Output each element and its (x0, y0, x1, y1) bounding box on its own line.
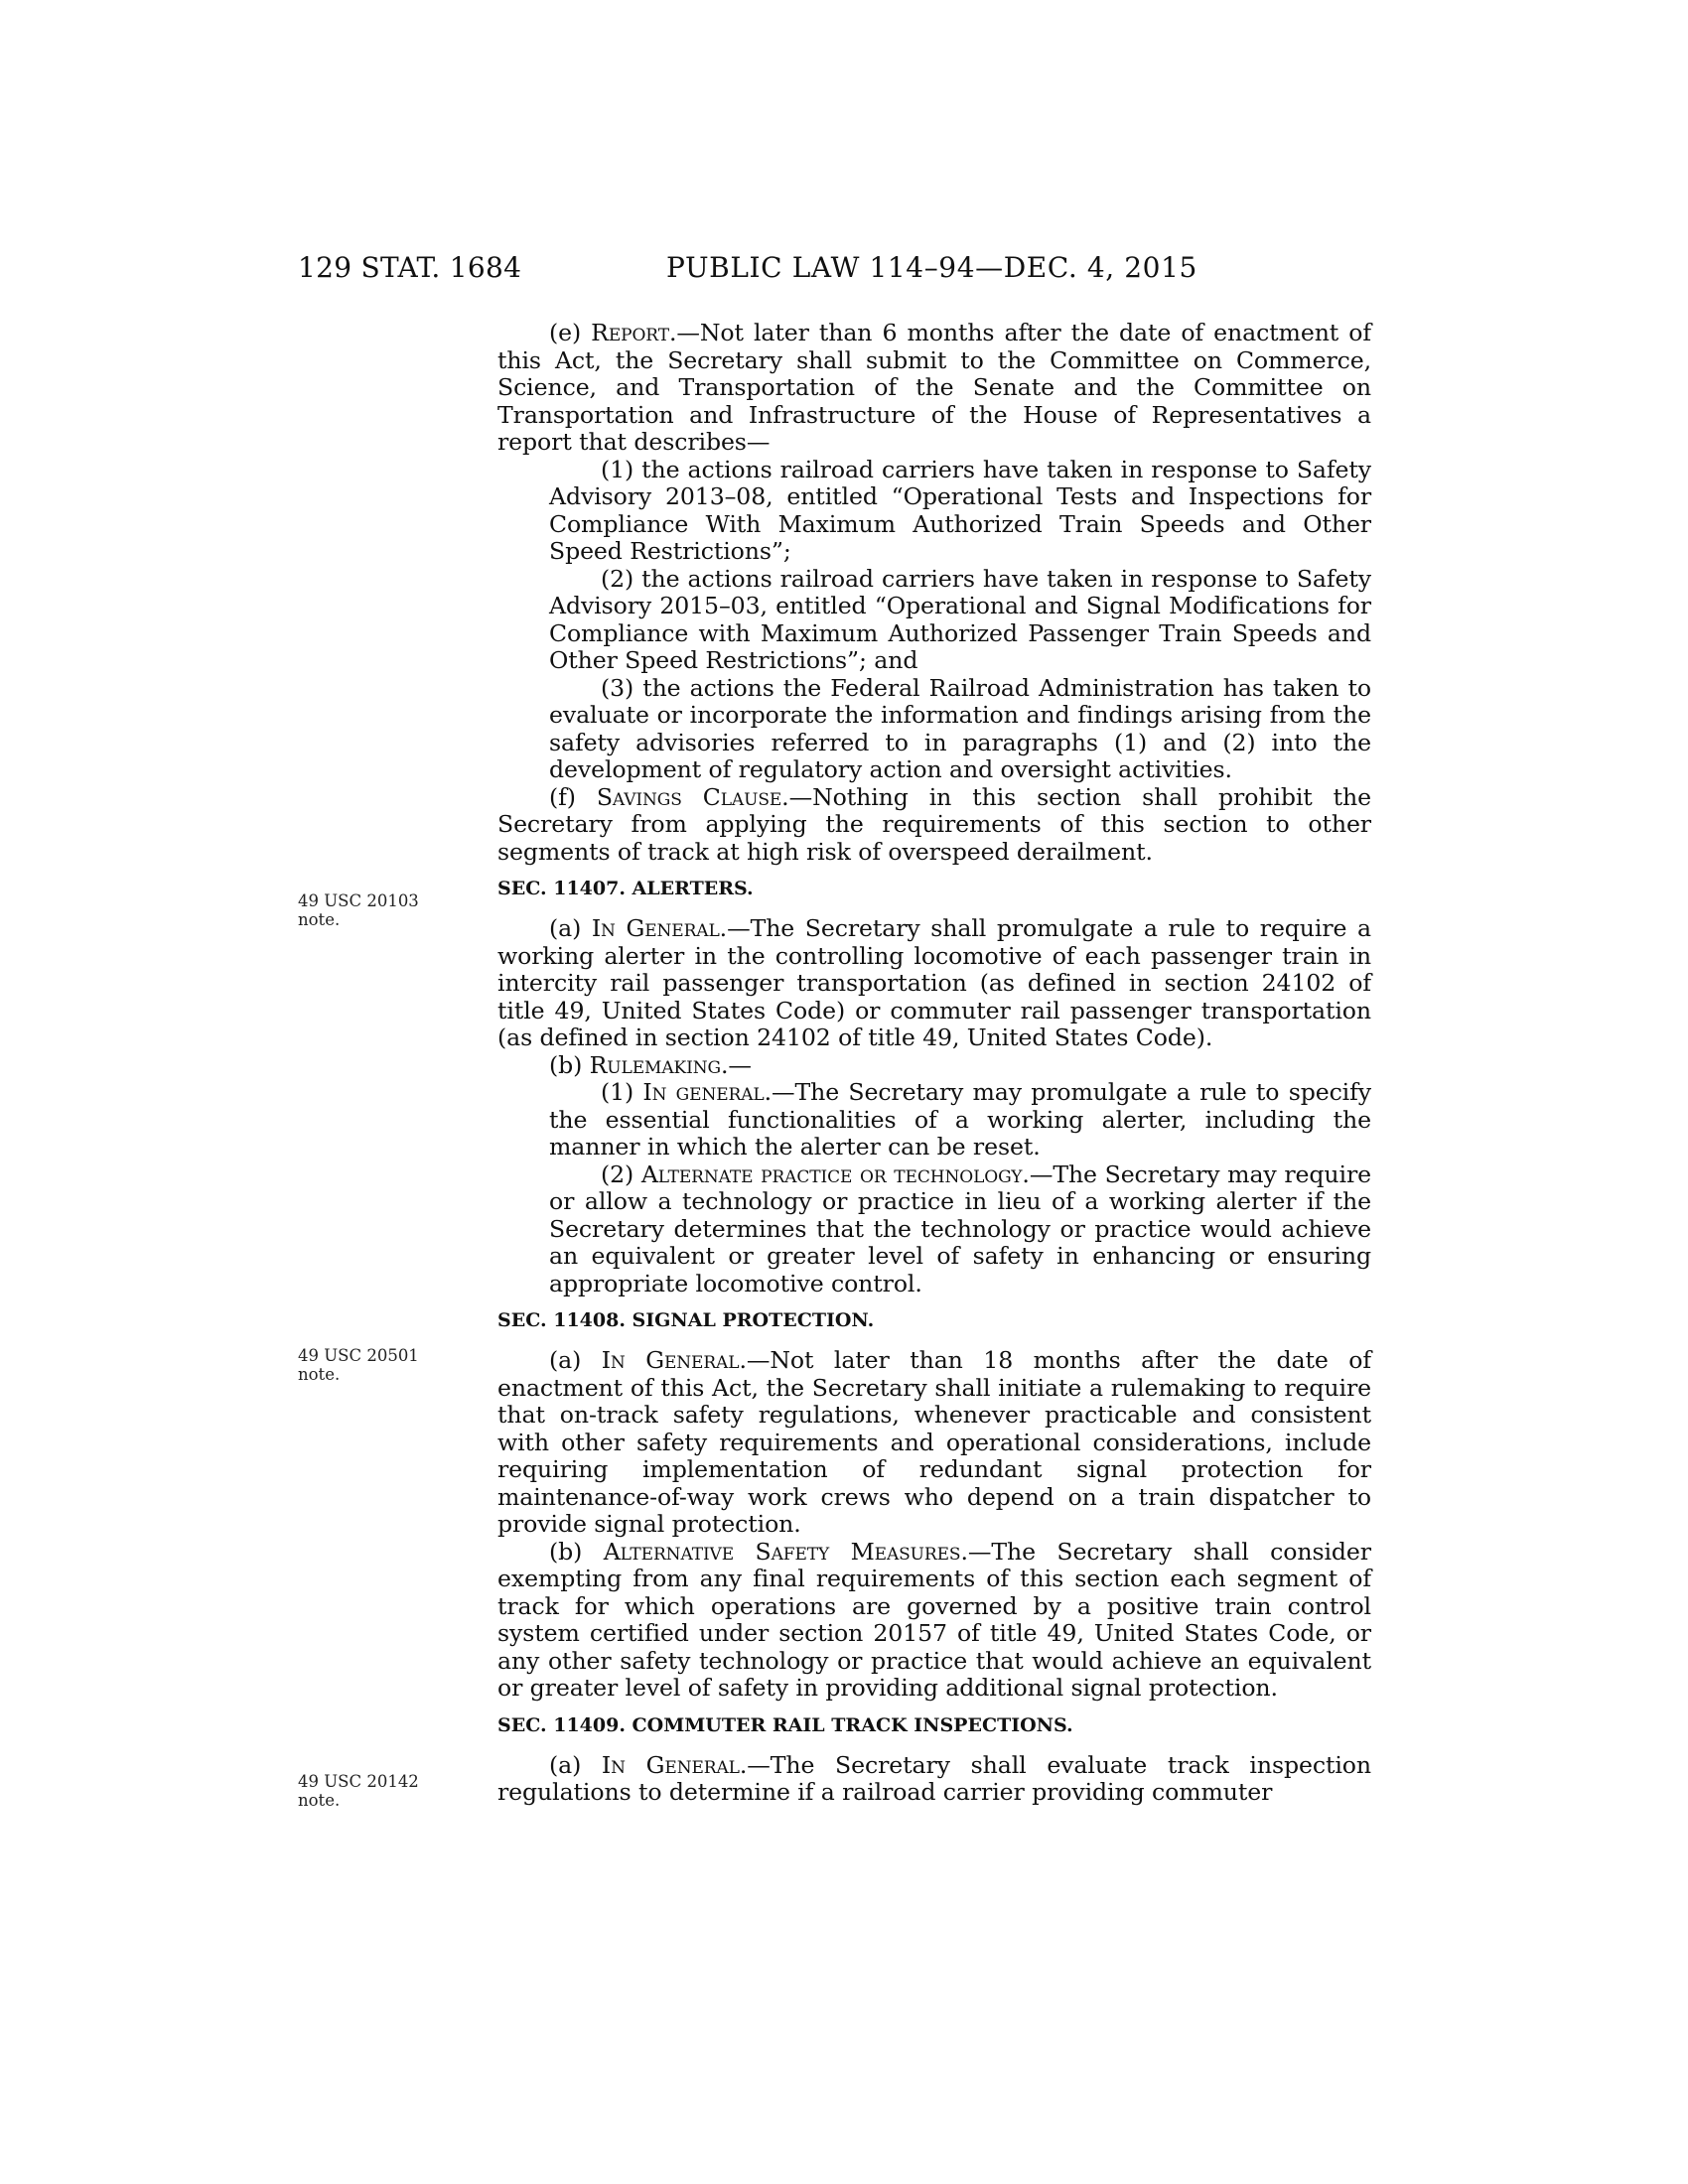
margin-note-citation: 49 USC 20103 (298, 891, 419, 910)
margin-note-suffix: note. (298, 1365, 341, 1384)
section-11407-b2: (2) Alternate practice or technology.—The Secretary may require or allow a technology or practice in lieu of a working alerter if the Secretary determines that the technology or practice would achieve an equivalent or greater level of safety in enhancing or ensuring appropriate locomotive control. (549, 1160, 1371, 1297)
paragraph-e3: (3) the actions the Federal Railroad Administration has taken to evaluate or incorporate the information and findings arising from the safety advisories referred to in paragraphs (1) and (2) into the development of regulatory action and oversight activities. (549, 673, 1371, 783)
section-11407-b: (b) Rulemaking.— (549, 1050, 752, 1079)
statute-body (497, 320, 1371, 1807)
section-11409-a: (a) In General.—The Secretary shall evaluate track inspection regulations to determine if a railroad carrier providing commuter (497, 1750, 1371, 1806)
margin-note-usc-20142 (298, 1772, 447, 1810)
subsection-f-savings-clause: (f) Savings Clause.—Nothing in this section shall prohibit the Secretary from applying the requirements of this section to other segments of track at high risk of overspeed derailment. (497, 782, 1371, 866)
section-11407-heading: SEC. 11407. ALERTERS. (497, 878, 754, 899)
margin-note-citation: 49 USC 20501 (298, 1346, 419, 1365)
margin-note-suffix: note. (298, 1791, 341, 1810)
section-11409-heading: SEC. 11409. COMMUTER RAIL TRACK INSPECTIONS. (497, 1713, 1073, 1736)
margin-note-usc-20103 (298, 891, 447, 929)
section-11407-b1: (1) In general.—The Secretary may promulgate a rule to specify the essential functionalities of a working alerter, including the manner in which the alerter can be reset. (549, 1078, 1371, 1160)
section-11407-a: (a) In General.—The Secretary shall promulgate a rule to require a working alerter in the controlling locomotive of each passenger train in intercity rail passenger transportation (as defined in section 24102 of title 49, United States Code) or commuter rail passenger transportation (as defined in section 24102 of title 49, United States Code). (497, 914, 1371, 1051)
section-11408-a: (a) In General.—Not later than 18 months after the date of enactment of this Act, the Secretary shall initiate a rulemaking to require that on-track safety regulations, whenever practicable and consistent with other safety requirements and operational considerations, include requiring implementation of redundant signal protection for maintenance-of-way work crews who depend on a train dispatcher to provide signal protection. (497, 1346, 1371, 1538)
margin-note-suffix: note. (298, 910, 341, 929)
stat-citation: 129 STAT. 1684 (298, 251, 522, 284)
paragraph-e1: (1) the actions railroad carriers have taken in response to Safety Advisory 2013–08, entitled “Operational Tests and Inspections for Compliance With Maximum Authorized Train Speeds and Other Speed Restrictions”; (549, 455, 1371, 565)
margin-note-usc-20501 (298, 1346, 447, 1384)
page-header (0, 251, 1688, 291)
section-11408-b: (b) Alternative Safety Measures.—The Secretary shall consider exempting from any final requirements of this section each segment of track for which operations are governed by a positive train control system certified under section 20157 of title 49, United States Code, or any other safety technology or practice that would achieve an equivalent or greater level of safety in providing additional signal protection. (497, 1537, 1371, 1702)
subsection-e-report: (e) Report.—Not later than 6 months after the date of enactment of this Act, the Secretary shall submit to the Committee on Commerce, Science, and Transportation of the Senate and the Committee on Transportation and Infrastructure of the House of Representatives a report that describes— (497, 319, 1371, 456)
section-11408-heading: SEC. 11408. SIGNAL PROTECTION. (497, 1309, 875, 1331)
running-title: PUBLIC LAW 114–94—DEC. 4, 2015 (666, 251, 1197, 284)
paragraph-e2: (2) the actions railroad carriers have taken in response to Safety Advisory 2015–03, entitled “Operational and Signal Modifications for Compliance with Maximum Authorized Passenger Train Speeds and Other Speed Restrictions”; and (549, 564, 1371, 674)
margin-note-citation: 49 USC 20142 (298, 1772, 419, 1791)
